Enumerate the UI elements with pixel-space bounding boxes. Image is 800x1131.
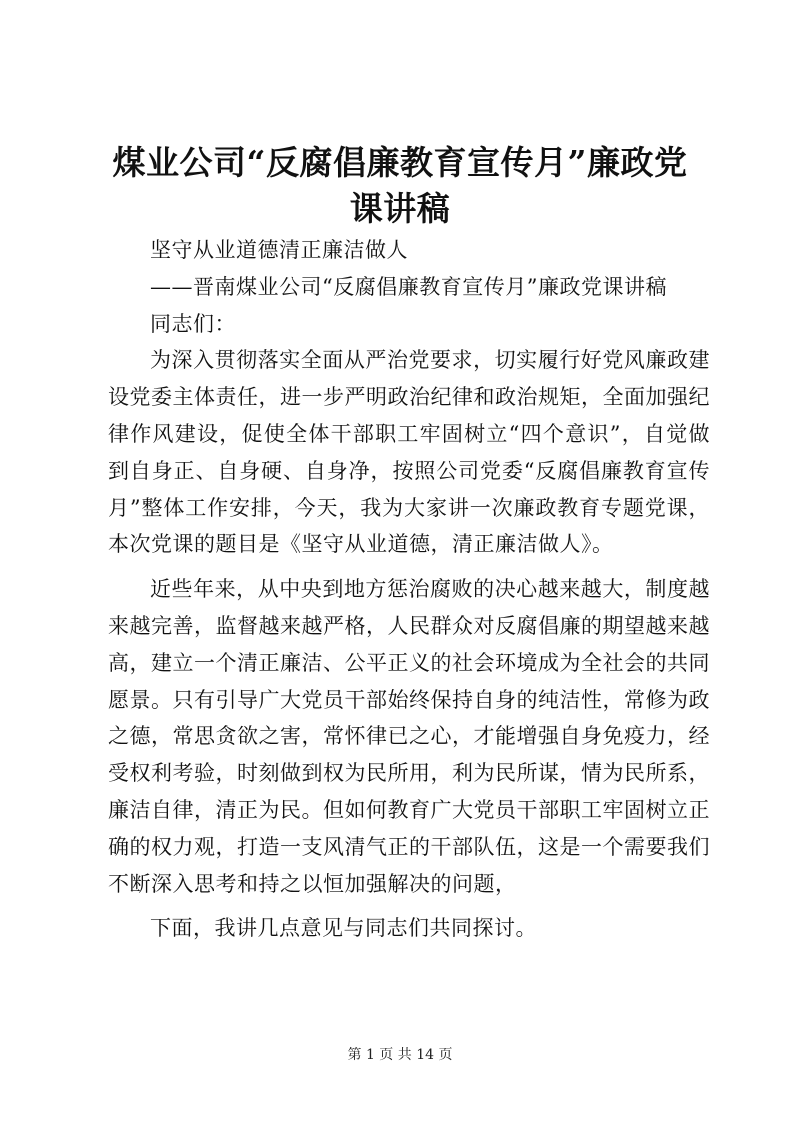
document-subtitle: 坚守从业道德清正廉洁做人 (150, 238, 408, 262)
page-number-footer: 第 1 页 共 14 页 (347, 1047, 453, 1063)
salutation: 同志们： (150, 311, 236, 336)
document-body (108, 232, 710, 947)
paragraph: 近些年来，从中央到地方惩治腐败的决心越来越大，制度越来越完善，监督越来越严格，人民群众对反腐倡廉的期望越来越高，建立一个清正廉洁、公平正义的社会环境成为全社会的共同愿景。只有引导广大党员干部始终保持自身的纯洁性，常修为政之德，常思贪欲之害，常怀律已之心，才能增强自身免疫力，经受权利考验，时刻做到权为民所用，利为民所谋，情为民所系，廉洁自律，清正为民。但如何教育广大党员干部职工牢固树立正确的权力观，打造一支风清气正的干部队伍，这是一个需要我们不断深入思考和持之以恒加强解决的问题， (108, 577, 710, 896)
paragraph: 下面，我讲几点意见与同志们共同探讨。 (150, 916, 537, 941)
paragraph: 为深入贯彻落实全面从严治党要求，切实履行好党风廉政建设党委主体责任，进一步严明政治纪律和政治规矩，全面加强纪律作风建设，促使全体干部职工牢固树立“四个意识”，自觉做到自身正、自身硬、自身净，按照公司党委“反腐倡廉教育宣传月”整体工作安排，今天，我为大家讲一次廉政教育专题党课，本次党课的题目是《坚守从业道德，清正廉洁做人》。 (108, 348, 710, 557)
document-title: 煤业公司“反腐倡廉教育宣传月”廉政党课讲稿 (112, 143, 688, 228)
document-byline: ——晋南煤业公司“反腐倡廉教育宣传月”廉政党课讲稿 (150, 274, 667, 299)
